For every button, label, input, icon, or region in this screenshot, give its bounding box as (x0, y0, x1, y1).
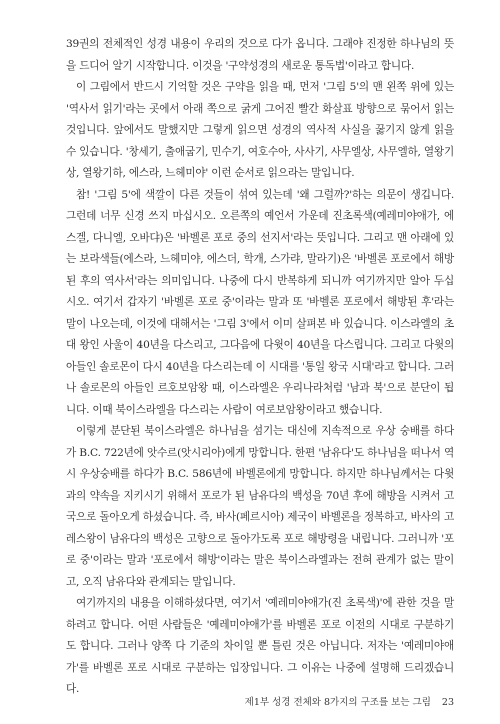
body-text (66, 34, 454, 701)
paragraph: 이 그림에서 반드시 기억할 것은 구약을 읽을 때, 먼저 '그림 5'의 맨 왼쪽 위에 있는 '역사서 읽기'라는 곳에서 아래 쪽으로 굵게 그어진 빨간 화살표 방향으로 묶어서 읽는 것입니다. 앞에서도 말했지만 그렇게 읽으면 성경의 역사적 사실을 꿇기지 않게 읽을 수 있습니다. '창세기, 출애굽기, 민수기, 여호수아, 사사기, 사무엘상, 사무엘하, 열왕기상, 열왕기하, 에스라, 느헤미야' 이런 순서로 읽으라는 말입니다. (66, 81, 454, 179)
paragraph: 이렇게 분단된 북이스라엘은 하나님을 섬기는 대신에 지속적으로 우상 숭배를 하다가 B.C. 722년에 앗수르(앗시리아)에게 망합니다. 한편 '남유다'도 하나님을 떠나서 역시 우상숭배를 하다가 B.C. 586년에 바벨론에게 망합니다. 하지만 하나님께서는 다윗과의 약속을 지키시기 위해서 포로가 된 남유다의 백성을 70년 후에 해방을 시켜서 고국으로 돌아오게 하셨습니다. 즉, 바사(페르시아) 제국이 바벨론을 정복하고, 바사의 고레스왕이 남유다의 백성은 고향으로 돌아가도록 포로 해방령을 내립니다. 그러니까 '포로 중'이라는 말과 '포로에서 해방'이라는 말은 북이스라엘과는 전혀 관계가 없는 말이고, 오직 남유다와 관계되는 말입니다. (66, 425, 454, 588)
page-footer (66, 694, 454, 708)
paragraph: 참! '그림 5'에 색깔이 다른 것들이 섞여 있는데 '왜 그럴까?'하는 의문이 생깁니다. 그런데 너무 신경 쓰지 마십시오. 오른쪽의 예언서 가운데 진초록색(예레미야애가, 에스겔, 다니엘, 오바댜)은 '바벨론 포로 중의 선지서'라는 뜻입니다. 그리고 맨 아래에 있는 보라색들(에스라, 느헤미야, 에스더, 학개, 스가랴, 말라기)은 '바벨론 포로에서 해방된 후의 역사서'라는 의미입니다. 나중에 다시 반복하게 되니까 여기까지만 알아 두십시오. 여기서 갑자기 '바벨론 포로 중'이라는 말과 또 '바벨론 포로에서 해방된 후'라는 말이 나오는데, 이것에 대해서는 '그림 3'에서 이미 살펴본 바 있습니다. 이스라엘의 초대 왕인 사울이 40년을 다스리고, 그다음에 다윗이 40년을 다스립니다. 그리고 다윗의 아들인 솔로몬이 다시 40년을 다스리는데 이 시대를 '통일 왕국 시대'라고 합니다. 그러나 솔로몬의 아들인 르호보암왕 때, 이스라엘은 우리나라처럼 '남과 북'으로 분단이 됩니다. 이때 북이스라엘을 다스리는 사람이 여로보암왕이라고 했습니다. (66, 188, 454, 416)
page-number: 23 (441, 697, 454, 708)
running-title: 제1부 성경 전체와 8가지의 구조를 보는 그림 (244, 697, 431, 708)
paragraph: 여기까지의 내용을 이해하셨다면, 여기서 '예레미야애가(진 초록색)'에 관한 것을 말하려고 합니다. 어떤 사람들은 '예레미야애가'를 바벨론 포로 이전의 시대로 구분하기도 합니다. 그러나 양쪽 다 기준의 차이일 뿐 틀린 것은 아닙니다. 저자는 '예레미야애가'를 바벨론 포로 시대로 구분하는 입장입니다. 그 이유는 나중에 설명해 드리겠습니다. (66, 597, 454, 695)
paragraph: 39권의 전체적인 성경 내용이 우리의 것으로 다가 옵니다. 그래야 진정한 하나님의 뜻을 드디어 알기 시작합니다. 이것을 '구약성경의 새로운 통독법'이라고 합니다. (66, 38, 454, 72)
